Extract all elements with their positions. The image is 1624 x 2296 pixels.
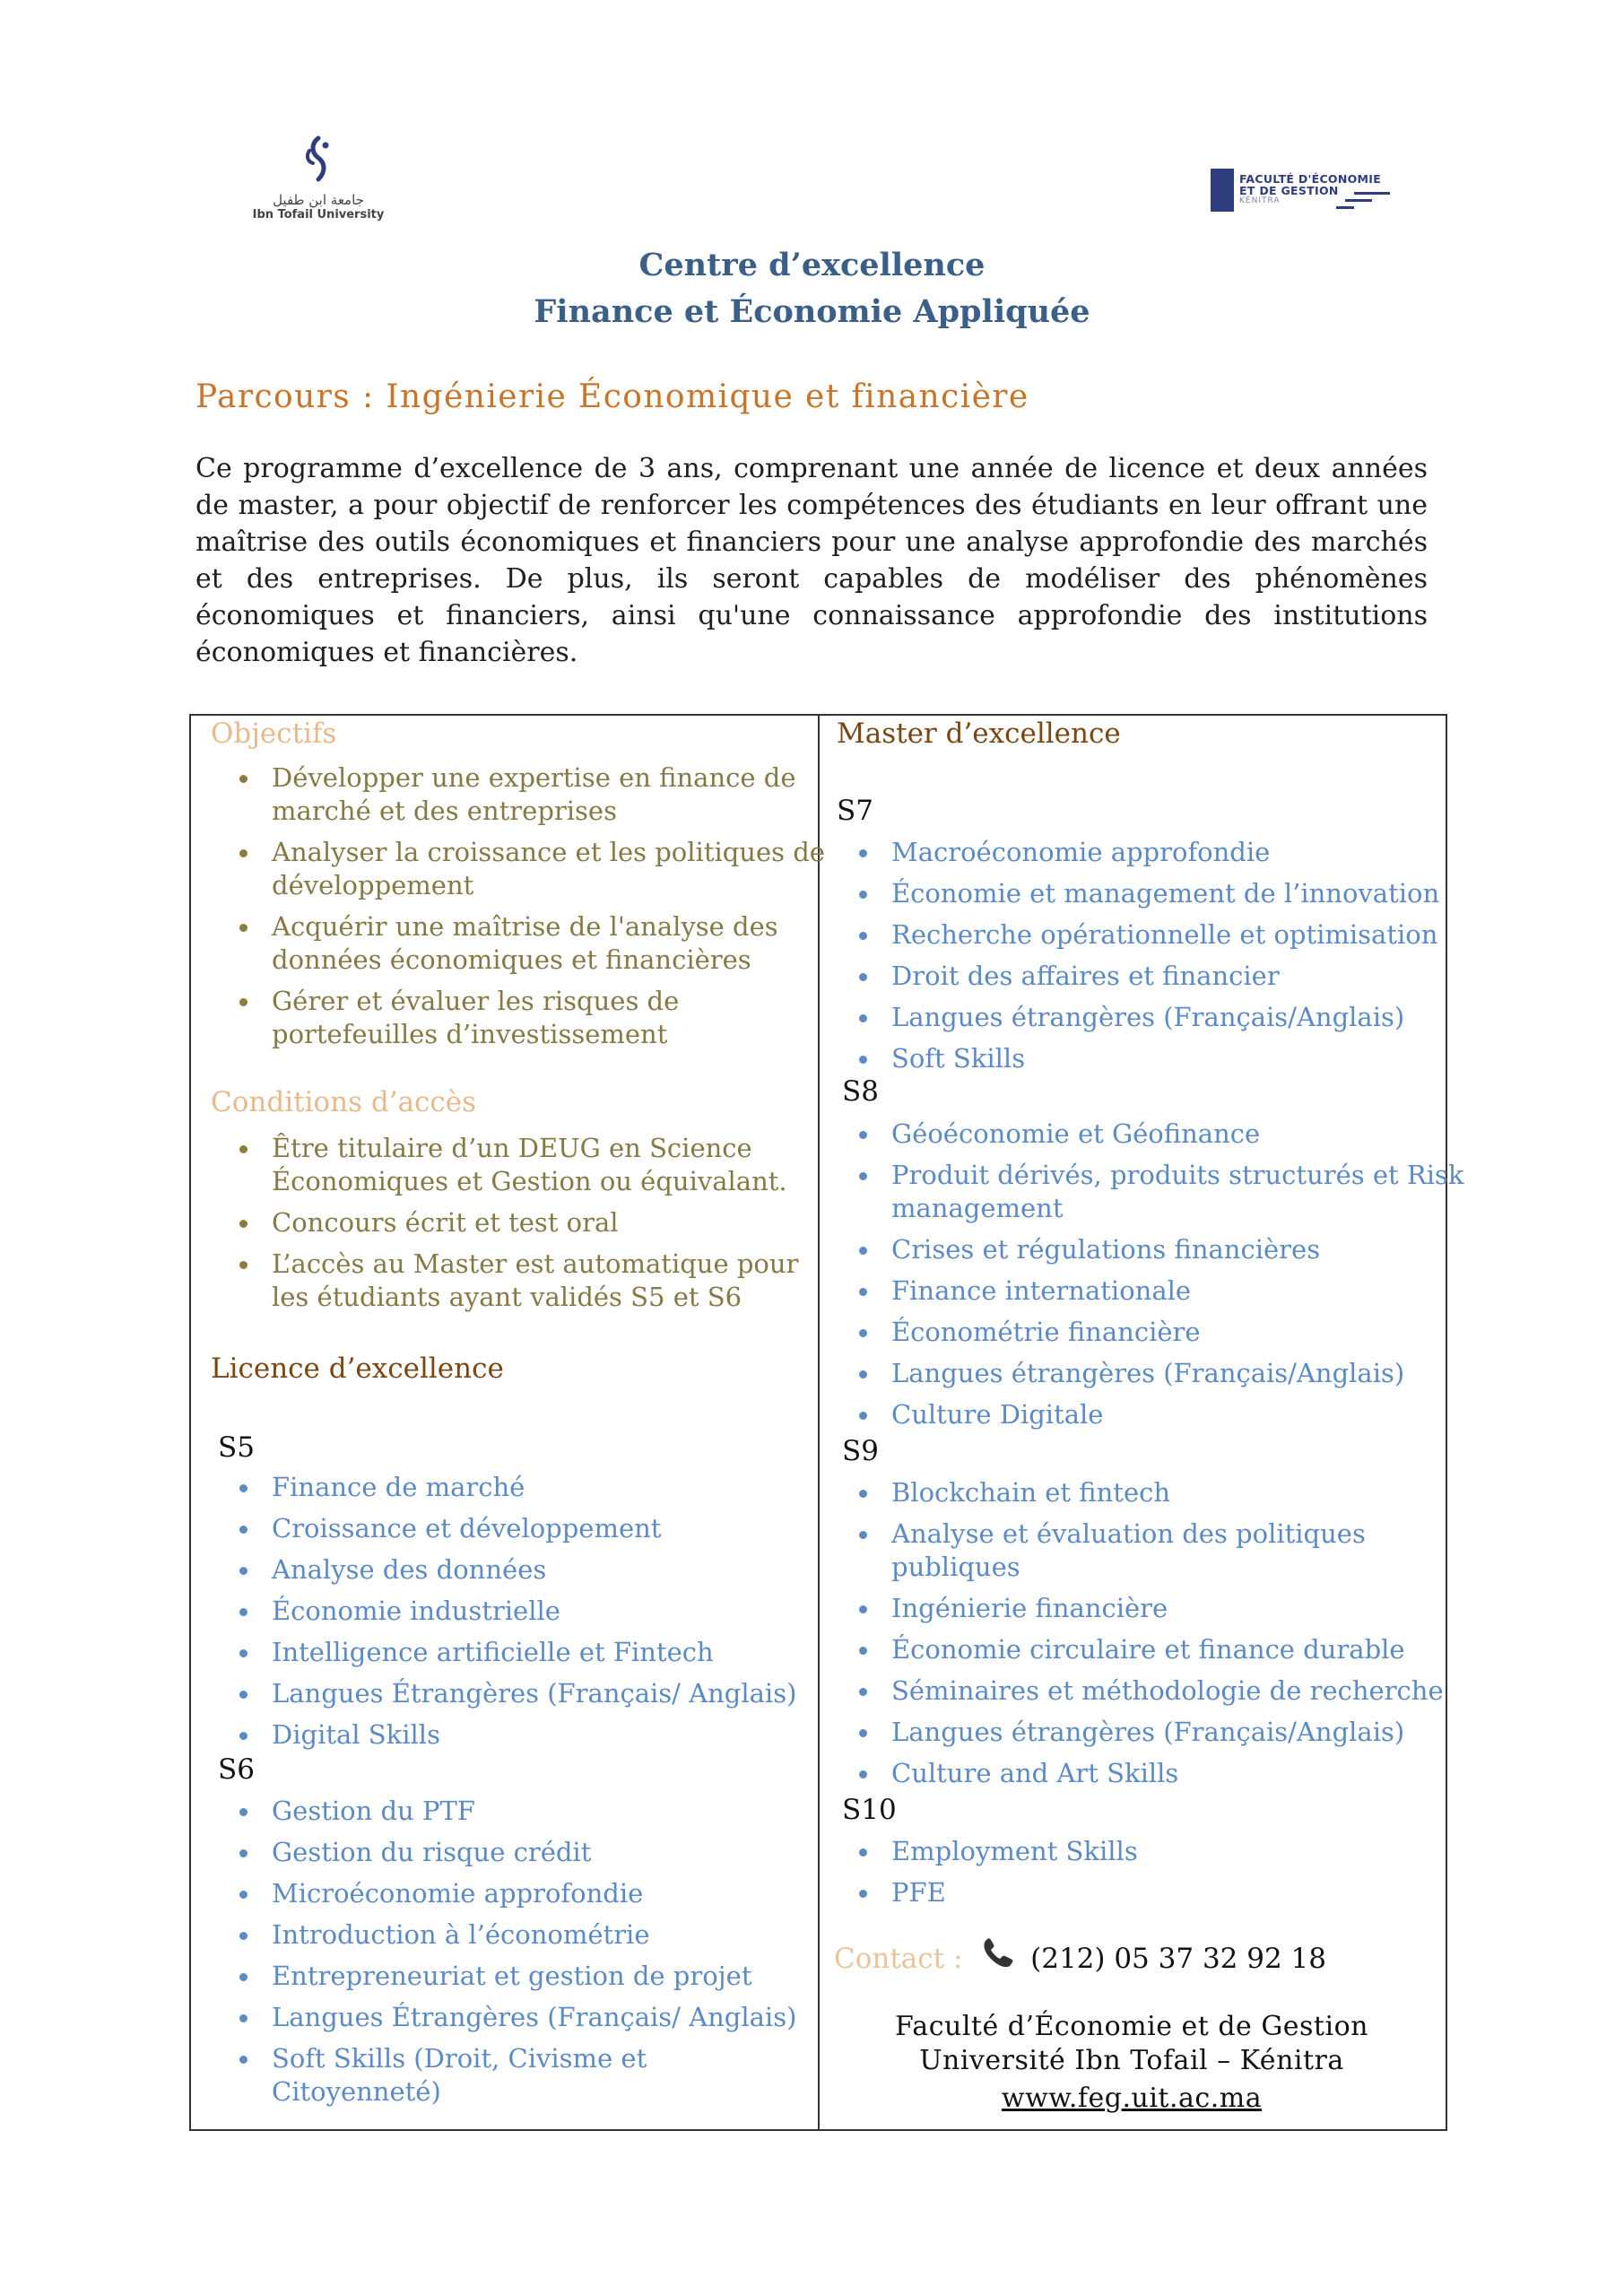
list-item [272, 1636, 796, 1669]
list-item-text: Droit des affaires et financier [891, 961, 1280, 991]
list-item [891, 1274, 1463, 1308]
list-item [891, 1876, 1138, 1909]
bullet-icon [239, 775, 248, 783]
footer-faculty: Faculté d’Économie et de Gestion [895, 2011, 1368, 2042]
list-item-text: Analyse des données [272, 1554, 547, 1585]
bullet-icon [239, 1526, 248, 1534]
parcours-heading: Parcours : Ingénierie Économique et financière [195, 378, 1029, 415]
list-item-text: Culture and Art Skills [891, 1758, 1179, 1788]
list-item-text: Culture Digitale [891, 1399, 1104, 1430]
list-item [272, 761, 825, 828]
university-name-arabic: جامعة ابن طفيل [273, 192, 364, 208]
list-item-text: Économétrie financière [891, 1317, 1201, 1347]
feg-logo-line2: ET DE GESTION [1239, 184, 1339, 197]
bullet-icon [859, 1688, 867, 1696]
bullet-icon [239, 1808, 248, 1816]
list-item-text: Économie et management de l’innovation [891, 878, 1440, 909]
list-item [891, 1835, 1138, 1868]
list-item-text: Économie circulaire et finance durable [891, 1634, 1405, 1665]
list-item-text: publiques [891, 1552, 1020, 1582]
bullet-icon [859, 973, 867, 981]
list-item [272, 1595, 796, 1628]
list-item [891, 1233, 1463, 1266]
list-item-text: Intelligence artificielle et Fintech [272, 1637, 714, 1667]
list-item-text: PFE [891, 1877, 946, 1908]
objectifs-list [272, 761, 825, 1059]
licence-heading: Licence d’excellence [211, 1352, 504, 1385]
objectifs-heading: Objectifs [211, 718, 337, 750]
list-item-text: données économiques et financières [272, 944, 751, 975]
feg-logo-mark-icon [1211, 169, 1234, 212]
feg-logo [1211, 169, 1399, 215]
intro-line: et des entreprises. De plus, ils seront capables de modéliser des phénomènes économiques [195, 563, 1428, 631]
bullet-icon [239, 1484, 248, 1492]
s10-course-list [891, 1835, 1138, 1918]
feg-logo-stair-icon [1345, 199, 1372, 202]
bullet-icon [239, 1649, 248, 1657]
list-item-text: Soft Skills [891, 1043, 1026, 1074]
bullet-icon [859, 891, 867, 899]
bullet-icon [859, 849, 867, 857]
list-item [272, 910, 825, 977]
bullet-icon [239, 1261, 248, 1269]
phone-icon [980, 1937, 1016, 1971]
bullet-icon [239, 1932, 248, 1940]
ibn-tofail-emblem-icon [291, 135, 345, 187]
list-item-text: Gestion du PTF [272, 1796, 475, 1826]
list-item-text: Langues étrangères (Français/Anglais) [891, 1717, 1405, 1747]
list-item-text: Acquérir une maîtrise de l'analyse des [272, 911, 778, 942]
list-item-text: Macroéconomie approfondie [891, 837, 1271, 867]
master-heading: Master d’excellence [837, 718, 1121, 750]
feg-logo-line3: KÉNITRA [1239, 196, 1281, 205]
bullet-icon [859, 1131, 867, 1139]
semester-label-s7: S7 [837, 795, 873, 827]
list-item-text: Développer une expertise en finance de [272, 762, 796, 793]
bullet-icon [239, 1973, 248, 1981]
feg-logo-stair-icon [1336, 206, 1354, 209]
list-item-text: Soft Skills (Droit, Civisme et [272, 2043, 647, 2074]
list-item [272, 1877, 796, 1910]
list-item-text: Langues étrangères (Français/Anglais) [891, 1358, 1405, 1388]
list-item [272, 1206, 798, 1239]
list-item-text: Produit dérivés, produits structurés et Risk [891, 1160, 1464, 1190]
page-title-line2: Finance et Économie Appliquée [534, 293, 1090, 330]
list-item-text: Citoyenneté) [272, 2076, 441, 2107]
list-item-text: Géoéconomie et Géofinance [891, 1118, 1261, 1149]
ibn-tofail-logo [242, 135, 395, 224]
intro-line: financières. [418, 637, 578, 668]
list-item-text: Économie industrielle [272, 1596, 560, 1626]
list-item-text: Économiques et Gestion ou équivalant. [272, 1166, 787, 1196]
page-title-line1: Centre d’excellence [638, 247, 986, 283]
semester-label-s5: S5 [218, 1431, 255, 1464]
list-item [891, 1118, 1463, 1151]
bullet-icon [239, 998, 248, 1006]
s9-course-list [891, 1476, 1444, 1798]
list-item [272, 1960, 796, 1993]
bullet-icon [239, 1691, 248, 1699]
bullet-icon [239, 1145, 248, 1153]
list-item-text: Analyse et évaluation des politiques [891, 1518, 1366, 1549]
s6-course-list [272, 1795, 796, 2117]
bullet-icon [859, 1647, 867, 1655]
list-item [272, 2001, 796, 2034]
bullet-icon [859, 1056, 867, 1064]
list-item [891, 1159, 1463, 1225]
list-item-text: L’accès au Master est automatique pour [272, 1248, 799, 1279]
bullet-icon [239, 1732, 248, 1740]
list-item-text: Analyser la croissance et les politiques de [272, 837, 825, 867]
s8-course-list [891, 1118, 1463, 1439]
list-item [272, 2042, 796, 2109]
list-item [891, 1633, 1444, 1666]
intro-line: Ce programme d’excellence de 3 ans, comprenant une année de licence et deux années de [195, 453, 1428, 521]
list-item-text: Gestion du risque crédit [272, 1837, 592, 1867]
contact-label: Contact : [834, 1943, 963, 1975]
list-item [891, 1476, 1444, 1509]
list-item-text: Employment Skills [891, 1836, 1138, 1866]
university-name-english: Ibn Tofail University [252, 208, 385, 222]
bullet-icon [239, 1608, 248, 1616]
bullet-icon [859, 1605, 867, 1613]
list-item-text: portefeuilles d’investissement [272, 1019, 668, 1049]
list-item [272, 836, 825, 902]
list-item-text: développement [272, 870, 474, 900]
intro-line: master, a pour objectif de renforcer les compétences des étudiants en leur offrant une [238, 490, 1428, 521]
list-item [272, 1836, 796, 1869]
list-item-text: Blockchain et fintech [891, 1477, 1171, 1508]
s5-course-list [272, 1471, 796, 1760]
contact-line [834, 1937, 1326, 1975]
list-item [891, 1592, 1444, 1625]
bullet-icon [239, 2056, 248, 2064]
bullet-icon [239, 1220, 248, 1228]
intro-line: maîtrise des outils économiques et financiers pour une analyse approfondie des marchés [195, 526, 1428, 558]
list-item-text: Microéconomie approfondie [272, 1878, 644, 1909]
bullet-icon [859, 1247, 867, 1255]
list-item-text: Crises et régulations financières [891, 1234, 1321, 1265]
list-item [272, 1677, 796, 1710]
list-item [891, 1674, 1444, 1708]
list-item-text: Entrepreneuriat et gestion de projet [272, 1961, 752, 1991]
bullet-icon [859, 1370, 867, 1378]
bullet-icon [239, 1891, 248, 1899]
list-item [891, 1716, 1444, 1749]
bullet-icon [859, 1172, 867, 1180]
semester-label-s6: S6 [218, 1753, 255, 1786]
list-item [891, 836, 1439, 869]
semester-label-s10: S10 [842, 1794, 897, 1826]
bullet-icon [859, 1729, 867, 1737]
list-item [272, 1795, 796, 1828]
footer-website-link[interactable]: www.feg.uit.ac.ma [1001, 2083, 1263, 2114]
semester-label-s8: S8 [842, 1075, 879, 1108]
bullet-icon [859, 1329, 867, 1337]
bullet-icon [859, 932, 867, 940]
list-item [891, 918, 1439, 952]
feg-logo-line1: FACULTÉ D'ÉCONOMIE [1239, 172, 1382, 186]
list-item-text: Être titulaire d’un DEUG en Science [272, 1133, 752, 1163]
conditions-list [272, 1132, 798, 1322]
list-item-text: Croissance et développement [272, 1513, 662, 1544]
bullet-icon [859, 1490, 867, 1498]
list-item-text: Séminaires et méthodologie de recherche [891, 1675, 1444, 1706]
bullet-icon [859, 1014, 867, 1022]
bullet-icon [859, 1288, 867, 1296]
contact-phone-number: (212) 05 37 32 92 18 [1030, 1943, 1326, 1975]
list-item [272, 1471, 796, 1504]
list-item [891, 1316, 1463, 1349]
bullet-icon [859, 1848, 867, 1857]
list-item [891, 1001, 1439, 1034]
feg-logo-stair-icon [1354, 192, 1390, 195]
list-item [891, 1757, 1444, 1790]
list-item [891, 877, 1439, 910]
list-item [891, 1042, 1439, 1075]
bullet-icon [239, 1849, 248, 1857]
bullet-icon [859, 1890, 867, 1898]
s7-course-list [891, 836, 1439, 1083]
list-item [891, 1518, 1444, 1584]
list-item-text: les étudiants ayant validés S5 et S6 [272, 1282, 743, 1312]
semester-label-s9: S9 [842, 1435, 879, 1467]
list-item [272, 1718, 796, 1752]
list-item [272, 1512, 796, 1545]
list-item [272, 1132, 798, 1198]
bullet-icon [859, 1770, 867, 1779]
list-item-text: Finance internationale [891, 1275, 1192, 1306]
list-item [891, 1357, 1463, 1390]
list-item-text: Langues étrangères (Français/Anglais) [891, 1002, 1405, 1032]
list-item [272, 1248, 798, 1314]
list-item-text: Ingénierie financière [891, 1593, 1168, 1623]
bullet-icon [859, 1531, 867, 1539]
list-item [272, 985, 825, 1051]
list-item-text: Langues Étrangères (Français/ Anglais) [272, 2002, 797, 2032]
list-item-text: Introduction à l’économétrie [272, 1919, 650, 1950]
bullet-icon [859, 1412, 867, 1420]
intro-paragraph [195, 450, 1428, 671]
bullet-icon [239, 2014, 248, 2022]
bullet-icon [239, 849, 248, 857]
list-item-text: marché et des entreprises [272, 796, 617, 826]
bullet-icon [239, 1567, 248, 1575]
footer-university: Université Ibn Tofail – Kénitra [919, 2045, 1344, 2076]
bullet-icon [239, 924, 248, 932]
list-item [272, 1553, 796, 1587]
list-item-text: Finance de marché [272, 1472, 525, 1502]
list-item-text: Recherche opérationnelle et optimisation [891, 919, 1438, 950]
list-item-text: Gérer et évaluer les risques de [272, 986, 680, 1016]
list-item-text: Langues Étrangères (Français/ Anglais) [272, 1678, 797, 1709]
list-item [891, 1398, 1463, 1431]
list-item [891, 960, 1439, 993]
list-item-text: management [891, 1193, 1064, 1223]
conditions-heading: Conditions d’accès [211, 1086, 477, 1118]
list-item-text: Digital Skills [272, 1719, 440, 1750]
list-item-text: Concours écrit et test oral [272, 1207, 619, 1238]
list-item [272, 1918, 796, 1952]
intro-line: et financiers, ainsi qu'une connaissance approfondie des institutions économiques et [195, 600, 1428, 668]
